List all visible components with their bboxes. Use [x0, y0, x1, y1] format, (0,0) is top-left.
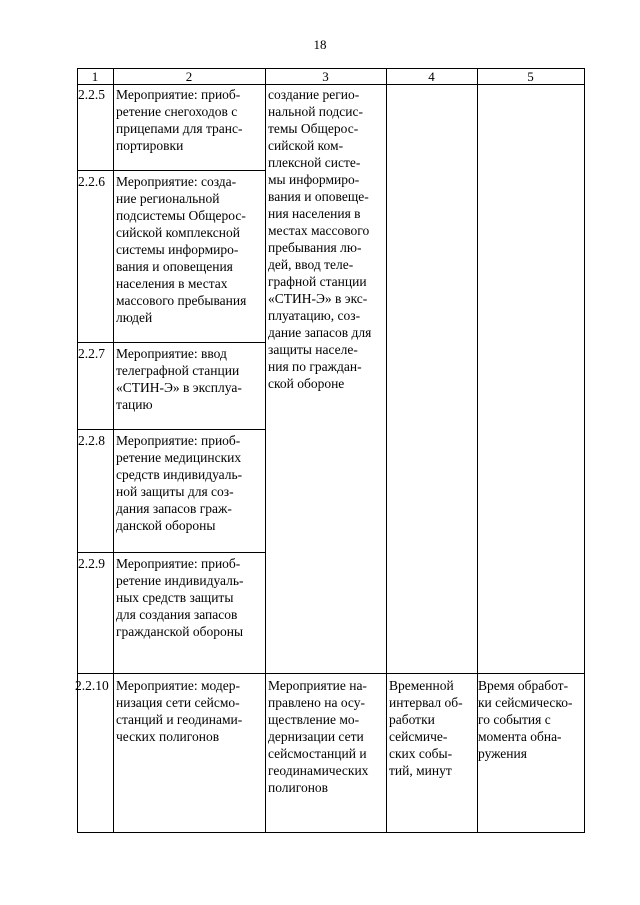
column-divider-2	[265, 68, 266, 833]
row-event-2-2-8: Мероприятие: приоб- ретение медицинских средств индивидуаль- ной защиты для соз- дания запасов граж- данской обороны	[116, 433, 243, 533]
row-divider-2	[77, 342, 266, 343]
column-divider-1	[113, 68, 114, 833]
row-number-2-2-8: 2.2.8	[78, 433, 105, 448]
row-number-2-2-10: 2.2.10	[75, 678, 109, 693]
row-divider-4	[77, 552, 266, 553]
row-event-2-2-9: Мероприятие: приоб- ретение индивидуаль- ных средств защиты для создания запасов гражданской обороны	[116, 556, 244, 639]
header-divider	[77, 84, 585, 85]
header-col-3: 3	[322, 69, 329, 84]
row-divider-5	[77, 673, 585, 674]
row-event-2-2-5: Мероприятие: приоб- ретение снегоходов с прицепами для транс- портировки	[116, 87, 243, 153]
header-col-2: 2	[185, 69, 193, 84]
header-col-5: 5	[527, 69, 534, 84]
row-number-2-2-9: 2.2.9	[78, 556, 105, 571]
row-divider-1	[77, 170, 266, 171]
row-number-2-2-5: 2.2.5	[78, 87, 105, 102]
row-number-2-2-7: 2.2.7	[78, 346, 105, 361]
header-col-4: 4	[428, 69, 435, 84]
row-event-2-2-6: Мероприятие: созда- ние региональной подсистемы Общерос- сийской комплексной системы информиро- вания и оповещения населения в местах массового пребывания людей	[116, 174, 247, 325]
last-row-description: Мероприятие на- правлено на осу- ществление мо- дернизации сети сейсмостанций и геодинамических полигонов	[268, 678, 369, 795]
page-number: 18	[313, 37, 327, 52]
last-row-indicator: Временной интервал об- работки сейсмиче- ских собы- тий, минут	[389, 678, 463, 778]
last-row-indicator-definition: Время обработ- ки сейсмическо- го события с момента обна- ружения	[478, 678, 573, 761]
column-divider-3	[386, 68, 387, 833]
table-border-bottom	[77, 832, 585, 833]
row-event-2-2-10: Мероприятие: модер- низация сети сейсмо- станций и геодинами- ческих полигонов	[116, 678, 243, 744]
measures-table	[77, 68, 585, 833]
row-event-2-2-7: Мероприятие: ввод телеграфной станции «СТИН-Э» в эксплуа- тацию	[116, 346, 242, 412]
merged-description-cell: создание регио- нальной подсис- темы Общерос- сийской ком- плексной систе- мы информиро- вания и оповеще- ния населения в местах массового пребывания лю- дей, ввод теле- графной станции «СТИН-Э» в экс- плуатацию, соз- дание запасов для защиты населе- ния по граждан- ской обороне	[268, 87, 372, 391]
row-divider-3	[77, 429, 266, 430]
table-border-right	[584, 68, 585, 833]
header-col-1: 1	[91, 69, 99, 84]
row-number-2-2-6: 2.2.6	[78, 174, 105, 189]
